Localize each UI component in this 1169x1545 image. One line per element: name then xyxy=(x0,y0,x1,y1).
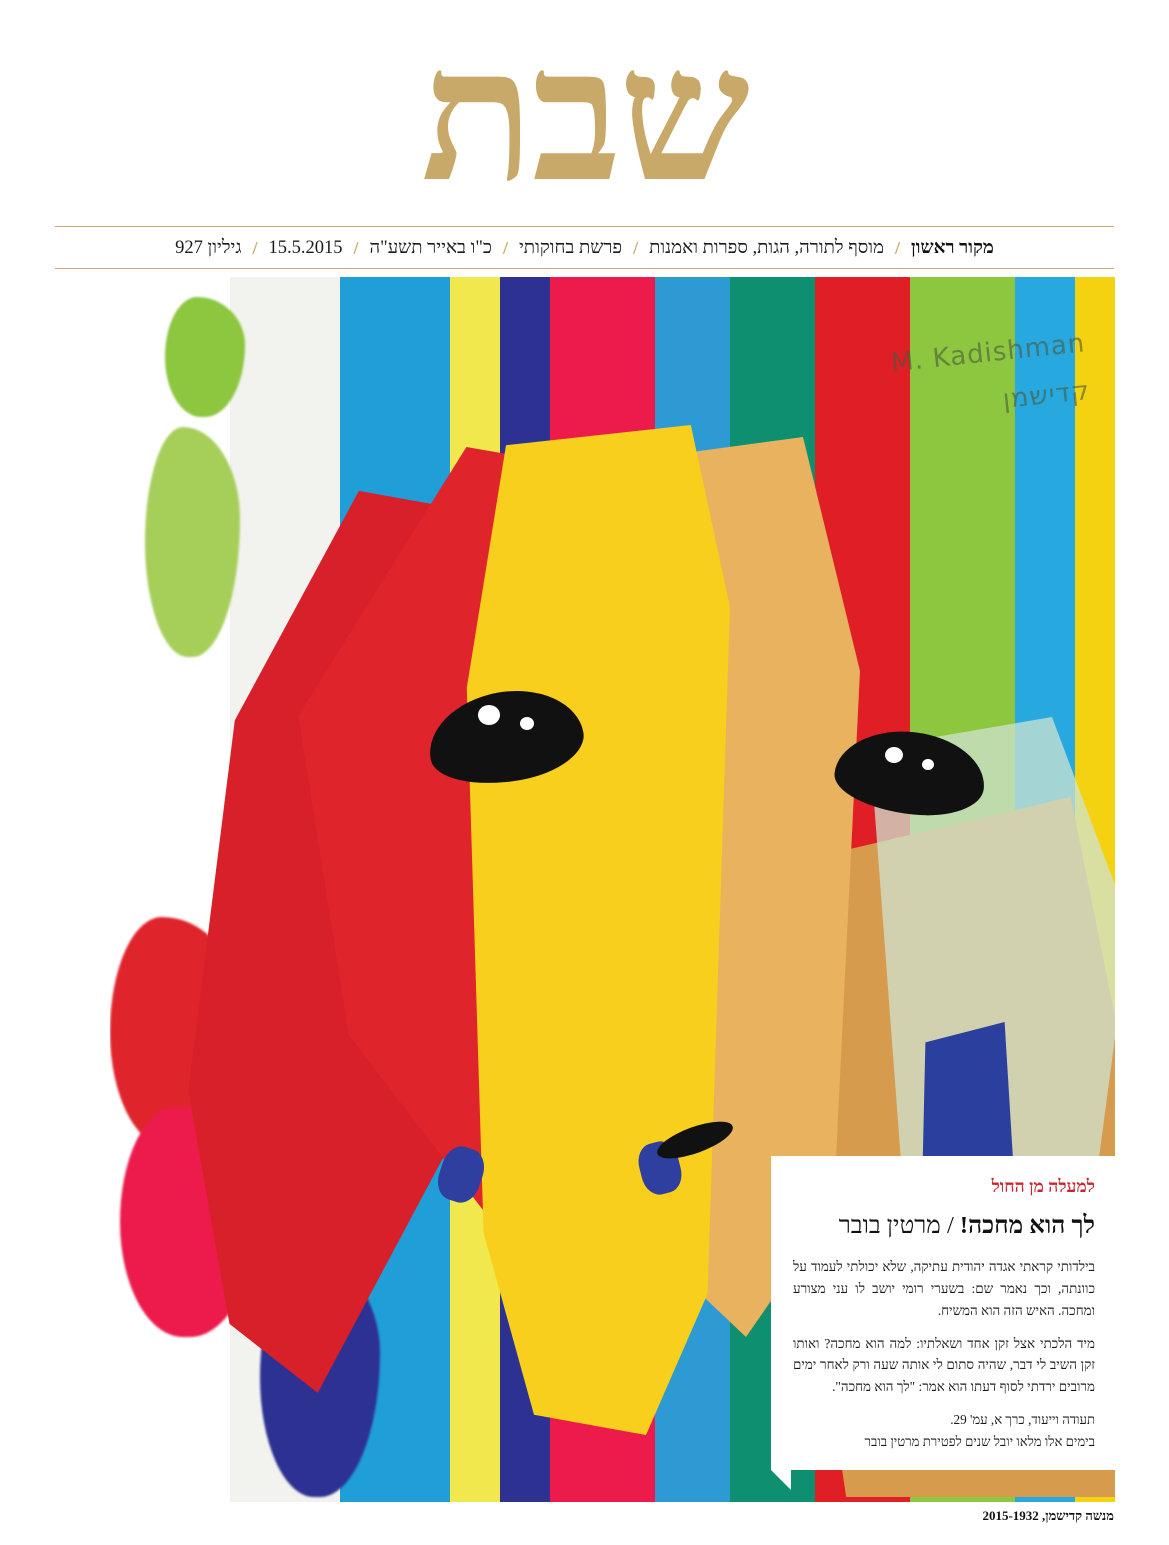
signature-line-1: M. Kadishman xyxy=(889,328,1087,379)
quote-title xyxy=(793,1211,1095,1240)
quote-source-line-2: בימים אלו מלאו יובל שנים לפטירת מרטין בובר xyxy=(864,1433,1095,1449)
eye-glint xyxy=(478,705,500,725)
signature-line-2: קדישמן xyxy=(1001,375,1092,415)
separator-icon: / xyxy=(353,237,359,258)
eye-glint xyxy=(520,717,534,730)
masthead-rule-top xyxy=(55,226,1114,227)
eye-glint xyxy=(885,747,903,763)
separator-icon: / xyxy=(252,237,258,258)
artwork-credit: מנשה קדישמן, 2015-1932 xyxy=(982,1508,1114,1523)
quote-paragraph: מיד הלכתי אצל זקן אחד ושאלתיו: למה הוא מחכה? ואותו זקן השיב לי דבר, שהיה סתום לי אותה שעה ורק לאחר ימים מרובים ירדתי לסוף דעתו הוא אמר: "לך הוא מחכה". xyxy=(793,1335,1095,1394)
masthead-rule-bottom xyxy=(55,268,1114,269)
quote-title-main: לך הוא מחכה! xyxy=(959,1212,1095,1239)
masthead-subtitle: מוסף לתורה, הגות, ספרות ואמנות xyxy=(649,237,884,258)
quote-kicker: למעלה מן החול xyxy=(991,1176,1095,1196)
quote-paragraph: בילדותי קראתי אגדה יהודית עתיקה, שלא יכולתי לעמוד על כוונתה, וכך נאמר שם: בשערי רומי יושב לו עני מצורע ומחכה. האיש הזה הוא המשיח. xyxy=(793,1259,1095,1318)
separator-icon: / xyxy=(633,237,639,258)
quote-title-author: מרטין בובר xyxy=(838,1212,941,1239)
separator-icon: / xyxy=(895,237,901,258)
quote-title-separator: / xyxy=(946,1212,954,1239)
quote-body xyxy=(793,1256,1095,1397)
separator-icon: / xyxy=(502,237,508,258)
artist-signature xyxy=(834,319,1096,474)
quote-source xyxy=(793,1409,1095,1452)
masthead-info-bar xyxy=(0,231,1169,265)
parasha-label: פרשת בחוקותי xyxy=(518,237,623,258)
page-title: שבת xyxy=(421,5,748,223)
eye-glint xyxy=(922,759,934,770)
dog-muzzle-yellow xyxy=(450,425,730,1435)
pull-quote-box xyxy=(771,1156,1117,1470)
gregorian-date: 15.5.2015 xyxy=(268,237,343,258)
publication-brand: מקור ראשון xyxy=(911,237,994,258)
quote-source-line-1: תעודה וייעוד, כרך א, עמ' 29. xyxy=(950,1411,1095,1427)
masthead xyxy=(0,0,1169,272)
issue-number: גיליון 927 xyxy=(175,237,242,258)
hebrew-date: כ"ו באייר תשע"ה xyxy=(369,237,492,258)
